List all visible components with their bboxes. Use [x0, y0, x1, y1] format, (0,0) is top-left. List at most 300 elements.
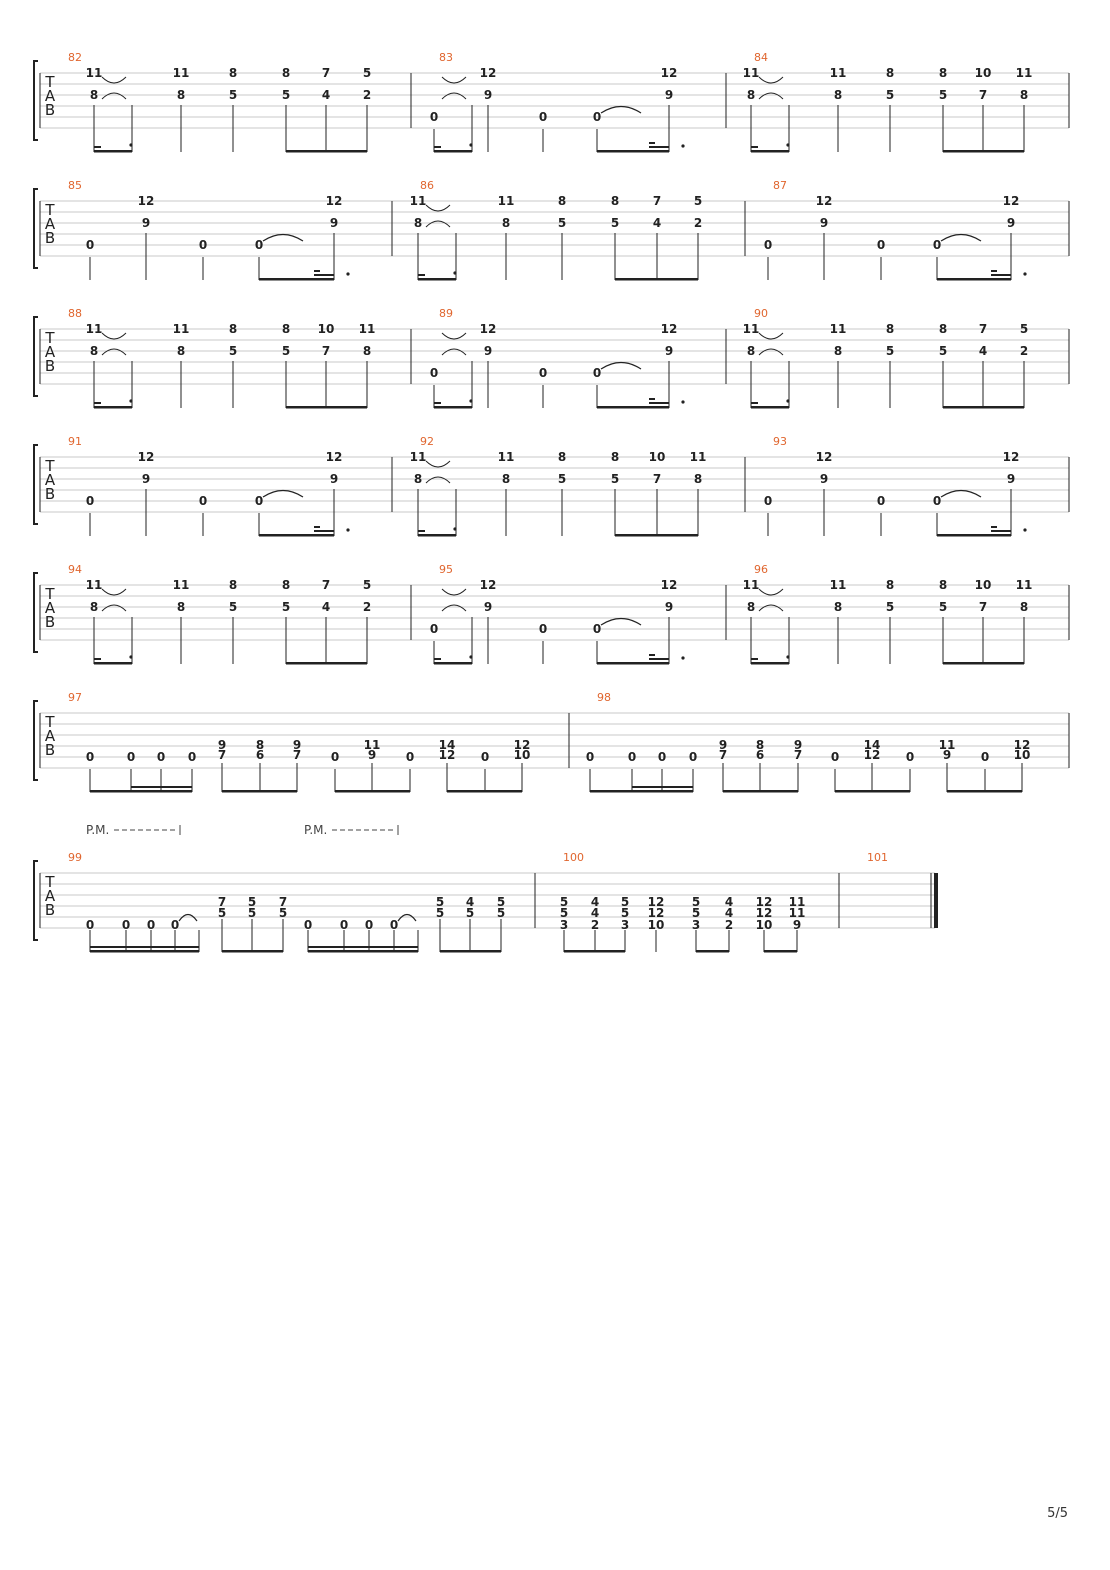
fret-number: 11 [1015, 66, 1033, 80]
fret-number: 0 [364, 918, 374, 932]
fret-number: 12 [660, 322, 678, 336]
fret-number: 0 [339, 918, 349, 932]
tab-clef-letter: B [44, 901, 56, 919]
note-beam [751, 658, 758, 660]
note-beam [615, 278, 698, 281]
note-beam [991, 274, 1011, 276]
fret-number: 5 [691, 906, 701, 920]
slide-mark [102, 605, 126, 611]
fret-number: 8 [885, 578, 895, 592]
slide-mark [102, 589, 126, 595]
fret-number: 2 [362, 600, 372, 614]
note-beam [94, 406, 132, 409]
fret-number: 7 [793, 748, 803, 762]
note-beam [90, 950, 199, 953]
fret-number: 11 [497, 450, 515, 464]
tab-clef-letter: B [44, 357, 56, 375]
fret-number: 12 [479, 66, 497, 80]
fret-number: 8 [89, 344, 99, 358]
fret-number: 12 [647, 895, 665, 909]
note-beam [94, 658, 101, 660]
fret-number: 7 [217, 895, 227, 909]
tie-arc [263, 491, 303, 498]
measure-number: 85 [68, 179, 82, 192]
fret-number: 8 [228, 578, 238, 592]
fret-number: 0 [198, 494, 208, 508]
fret-number: 0 [876, 494, 886, 508]
fret-number: 0 [429, 366, 439, 380]
system-bracket [34, 445, 38, 524]
tab-clef-letter: B [44, 613, 56, 631]
fret-number: 0 [688, 750, 698, 764]
tab-clef-letter: A [44, 343, 56, 361]
note-beam [991, 270, 997, 272]
palm-mute-label: P.M. [304, 823, 328, 837]
fret-number: 8 [89, 88, 99, 102]
fret-number: 8 [885, 322, 895, 336]
fret-number: 9 [819, 472, 829, 486]
note-beam [597, 406, 669, 409]
measure-number: 95 [439, 563, 453, 576]
tab-clef-letter: B [44, 485, 56, 503]
fret-number: 8 [501, 216, 511, 230]
fret-number: 11 [85, 66, 103, 80]
tab-clef-letter: A [44, 215, 56, 233]
note-beam [308, 950, 418, 953]
fret-number: 4 [978, 344, 988, 358]
fret-number: 8 [755, 738, 765, 752]
note-beam [751, 146, 758, 148]
fret-number: 9 [483, 344, 493, 358]
fret-number: 5 [496, 906, 506, 920]
fret-number: 8 [746, 88, 756, 102]
system-bracket [34, 701, 38, 780]
note-beam [222, 950, 283, 953]
fret-number: 0 [254, 238, 264, 252]
fret-number: 12 [438, 748, 456, 762]
fret-number: 9 [793, 738, 803, 752]
note-beam [434, 662, 472, 665]
fret-number: 7 [292, 748, 302, 762]
fret-number: 0 [330, 750, 340, 764]
tie-arc [398, 915, 416, 922]
fret-number: 11 [363, 738, 381, 752]
fret-number: 10 [317, 322, 335, 336]
fret-number: 5 [228, 600, 238, 614]
fret-number: 5 [247, 906, 257, 920]
note-beam [649, 402, 669, 404]
fret-number: 8 [176, 344, 186, 358]
fret-number: 0 [932, 494, 942, 508]
fret-number: 2 [362, 88, 372, 102]
fret-number: 7 [321, 344, 331, 358]
note-beam [94, 146, 101, 148]
fret-number: 5 [496, 895, 506, 909]
measure-number: 98 [597, 691, 611, 704]
fret-number: 5 [217, 906, 227, 920]
note-beam [335, 790, 410, 793]
fret-number: 14 [438, 738, 456, 752]
note-beam [751, 150, 789, 153]
slide-mark [426, 205, 450, 211]
note-beam [649, 142, 655, 144]
fret-number: 4 [590, 895, 600, 909]
fret-number: 5 [691, 895, 701, 909]
fret-number: 11 [358, 322, 376, 336]
fret-number: 0 [146, 918, 156, 932]
fret-number: 5 [362, 578, 372, 592]
note-beam [418, 530, 425, 532]
slide-mark [759, 93, 783, 99]
note-beam [434, 402, 441, 404]
fret-number: 7 [278, 895, 288, 909]
measure-number: 89 [439, 307, 453, 320]
tie-arc [263, 235, 303, 242]
fret-number: 8 [228, 66, 238, 80]
dot [681, 656, 684, 659]
fret-number: 0 [905, 750, 915, 764]
measure-number: 93 [773, 435, 787, 448]
dot [681, 144, 684, 147]
palm-mute-label: P.M. [86, 823, 110, 837]
fret-number: 5 [228, 88, 238, 102]
note-beam [418, 278, 456, 281]
fret-number: 0 [85, 750, 95, 764]
note-beam [418, 274, 425, 276]
fret-number: 7 [978, 322, 988, 336]
fret-number: 10 [648, 450, 666, 464]
fret-number: 11 [85, 578, 103, 592]
fret-number: 0 [538, 622, 548, 636]
note-beam [835, 790, 910, 793]
tie-arc [601, 107, 641, 114]
fret-number: 5 [465, 906, 475, 920]
fret-number: 5 [247, 895, 257, 909]
fret-number: 5 [281, 600, 291, 614]
slide-mark [759, 333, 783, 339]
fret-number: 7 [978, 88, 988, 102]
note-beam [947, 790, 1022, 793]
fret-number: 8 [938, 322, 948, 336]
tab-clef-letter: A [44, 887, 56, 905]
dot [453, 271, 456, 274]
fret-number: 3 [559, 918, 569, 932]
fret-number: 0 [538, 110, 548, 124]
fret-number: 9 [141, 472, 151, 486]
tie-arc [601, 363, 641, 370]
slide-mark [759, 589, 783, 595]
note-beam [447, 790, 522, 793]
tab-clef-letter: T [45, 585, 55, 603]
fret-number: 0 [538, 366, 548, 380]
fret-number: 5 [885, 600, 895, 614]
fret-number: 0 [389, 918, 399, 932]
fret-number: 7 [652, 472, 662, 486]
tie-arc [941, 235, 981, 242]
fret-number: 5 [610, 472, 620, 486]
fret-number: 10 [1013, 748, 1031, 762]
note-beam [308, 946, 418, 948]
fret-number: 11 [829, 322, 847, 336]
fret-number: 0 [170, 918, 180, 932]
fret-number: 0 [198, 238, 208, 252]
fret-number: 9 [141, 216, 151, 230]
tie-arc [179, 915, 197, 922]
fret-number: 12 [137, 450, 155, 464]
slide-mark [442, 77, 466, 83]
slide-mark [759, 605, 783, 611]
fret-number: 8 [610, 194, 620, 208]
slide-mark [442, 333, 466, 339]
fret-number: 0 [932, 238, 942, 252]
fret-number: 10 [974, 578, 992, 592]
fret-number: 12 [1013, 738, 1031, 752]
note-beam [649, 658, 669, 660]
note-beam [259, 534, 334, 537]
fret-number: 5 [559, 895, 569, 909]
fret-number: 12 [815, 194, 833, 208]
fret-number: 0 [303, 918, 313, 932]
note-beam [943, 150, 1024, 153]
fret-number: 8 [413, 216, 423, 230]
fret-number: 6 [755, 748, 765, 762]
fret-number: 11 [829, 578, 847, 592]
fret-number: 8 [176, 600, 186, 614]
fret-number: 12 [137, 194, 155, 208]
fret-number: 7 [321, 578, 331, 592]
fret-number: 10 [647, 918, 665, 932]
note-beam [723, 790, 798, 793]
fret-number: 7 [718, 748, 728, 762]
fret-number: 11 [742, 66, 760, 80]
slide-mark [102, 93, 126, 99]
measure-number: 97 [68, 691, 82, 704]
fret-number: 2 [724, 918, 734, 932]
dot [129, 399, 132, 402]
fret-number: 7 [321, 66, 331, 80]
note-beam [991, 526, 997, 528]
note-beam [632, 786, 693, 788]
fret-number: 9 [329, 216, 339, 230]
fret-number: 3 [620, 918, 630, 932]
measure-number: 94 [68, 563, 82, 576]
note-beam [597, 662, 669, 665]
slide-mark [426, 461, 450, 467]
fret-number: 8 [833, 88, 843, 102]
fret-number: 5 [559, 906, 569, 920]
fret-number: 12 [647, 906, 665, 920]
note-beam [94, 402, 101, 404]
tab-clef-letter: T [45, 457, 55, 475]
dot [1023, 528, 1026, 531]
fret-number: 8 [885, 66, 895, 80]
system-bracket [34, 317, 38, 396]
fret-number: 8 [281, 66, 291, 80]
dot [786, 655, 789, 658]
fret-number: 0 [121, 918, 131, 932]
fret-number: 4 [590, 906, 600, 920]
fret-number: 8 [938, 66, 948, 80]
fret-number: 11 [938, 738, 956, 752]
fret-number: 0 [429, 622, 439, 636]
fret-number: 11 [742, 322, 760, 336]
fret-number: 12 [479, 578, 497, 592]
fret-number: 0 [429, 110, 439, 124]
tab-clef-letter: A [44, 599, 56, 617]
fret-number: 0 [405, 750, 415, 764]
page-number: 5/5 [1047, 1506, 1068, 1521]
fret-number: 12 [755, 906, 773, 920]
note-beam [937, 534, 1011, 537]
note-beam [615, 534, 698, 537]
note-beam [418, 534, 456, 537]
fret-number: 8 [176, 88, 186, 102]
fret-number: 5 [693, 194, 703, 208]
fret-number: 0 [980, 750, 990, 764]
fret-number: 8 [228, 322, 238, 336]
tab-clef-letter: T [45, 713, 55, 731]
fret-number: 6 [255, 748, 265, 762]
note-beam [597, 150, 669, 153]
note-beam [94, 150, 132, 153]
fret-number: 7 [217, 748, 227, 762]
fret-number: 8 [833, 344, 843, 358]
fret-number: 5 [610, 216, 620, 230]
slide-mark [442, 589, 466, 595]
system-bracket [34, 573, 38, 652]
note-beam [943, 406, 1024, 409]
fret-number: 11 [788, 895, 806, 909]
fret-number: 12 [660, 66, 678, 80]
fret-number: 0 [763, 238, 773, 252]
fret-number: 9 [718, 738, 728, 752]
fret-number: 2 [693, 216, 703, 230]
fret-number: 11 [409, 194, 427, 208]
dot [469, 143, 472, 146]
note-beam [751, 662, 789, 665]
fret-number: 8 [833, 600, 843, 614]
fret-number: 5 [281, 88, 291, 102]
slide-mark [442, 93, 466, 99]
fret-number: 9 [819, 216, 829, 230]
system-bracket [34, 61, 38, 140]
slide-mark [442, 605, 466, 611]
note-beam [259, 278, 334, 281]
fret-number: 8 [413, 472, 423, 486]
slide-mark [759, 77, 783, 83]
fret-number: 8 [746, 600, 756, 614]
slide-mark [102, 349, 126, 355]
note-beam [314, 270, 320, 272]
fret-number: 8 [557, 194, 567, 208]
fret-number: 4 [724, 906, 734, 920]
note-beam [434, 658, 441, 660]
fret-number: 5 [1019, 322, 1029, 336]
dot [469, 655, 472, 658]
fret-number: 12 [660, 578, 678, 592]
fret-number: 12 [325, 194, 343, 208]
fret-number: 10 [974, 66, 992, 80]
dot [681, 400, 684, 403]
tie-arc [601, 619, 641, 626]
fret-number: 11 [172, 322, 190, 336]
dot [786, 399, 789, 402]
fret-number: 0 [830, 750, 840, 764]
fret-number: 9 [664, 600, 674, 614]
system-bracket [34, 189, 38, 268]
fret-number: 0 [126, 750, 136, 764]
fret-number: 5 [278, 906, 288, 920]
fret-number: 11 [689, 450, 707, 464]
fret-number: 8 [501, 472, 511, 486]
measure-number: 88 [68, 307, 82, 320]
fret-number: 12 [1002, 450, 1020, 464]
note-beam [937, 278, 1011, 281]
fret-number: 9 [792, 918, 802, 932]
fret-number: 5 [435, 895, 445, 909]
note-beam [90, 946, 199, 948]
measure-number: 82 [68, 51, 82, 64]
note-beam [286, 150, 367, 153]
note-beam [90, 790, 192, 793]
fret-number: 0 [592, 110, 602, 124]
fret-number: 5 [885, 344, 895, 358]
note-beam [314, 526, 320, 528]
fret-number: 9 [483, 88, 493, 102]
note-beam [314, 274, 334, 276]
fret-number: 8 [746, 344, 756, 358]
fret-number: 3 [691, 918, 701, 932]
fret-number: 9 [1006, 472, 1016, 486]
fret-number: 11 [1015, 578, 1033, 592]
tab-clef-letter: B [44, 229, 56, 247]
note-beam [564, 950, 625, 953]
note-beam [649, 398, 655, 400]
fret-number: 5 [228, 344, 238, 358]
fret-number: 9 [942, 748, 952, 762]
fret-number: 5 [557, 472, 567, 486]
dot [786, 143, 789, 146]
fret-number: 9 [483, 600, 493, 614]
fret-number: 0 [85, 238, 95, 252]
dot [1023, 272, 1026, 275]
slide-mark [426, 477, 450, 483]
note-beam [649, 146, 669, 148]
fret-number: 8 [693, 472, 703, 486]
fret-number: 12 [815, 450, 833, 464]
fret-number: 8 [281, 322, 291, 336]
measure-number: 84 [754, 51, 768, 64]
note-beam [434, 406, 472, 409]
note-beam [314, 530, 334, 532]
note-beam [696, 950, 729, 953]
measure-number: 86 [420, 179, 434, 192]
fret-number: 12 [863, 748, 881, 762]
note-beam [434, 150, 472, 153]
tab-clef-letter: T [45, 873, 55, 891]
fret-number: 8 [281, 578, 291, 592]
measure-number: 90 [754, 307, 768, 320]
fret-number: 11 [742, 578, 760, 592]
fret-number: 4 [321, 600, 331, 614]
note-beam [222, 790, 297, 793]
fret-number: 4 [321, 88, 331, 102]
fret-number: 9 [292, 738, 302, 752]
tab-clef-letter: B [44, 101, 56, 119]
fret-number: 0 [480, 750, 490, 764]
note-beam [751, 402, 758, 404]
fret-number: 5 [620, 895, 630, 909]
